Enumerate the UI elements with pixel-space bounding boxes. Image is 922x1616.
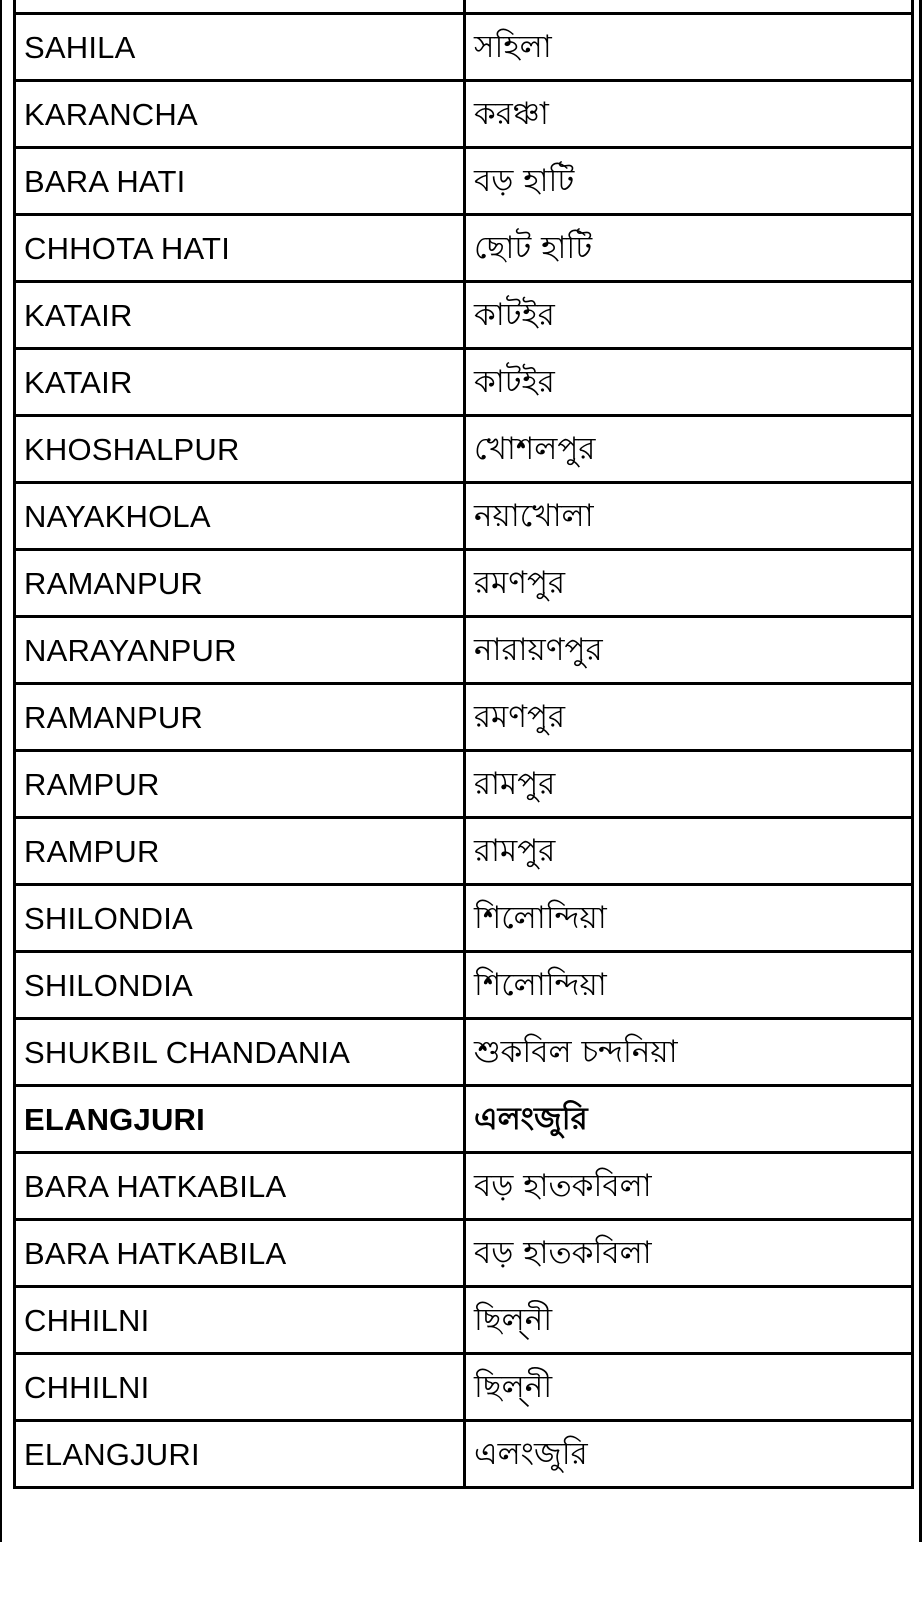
english-name-cell: BARA HATKABILA [15, 1220, 465, 1287]
english-name-cell: CHHOTA HATI [15, 215, 465, 282]
table-row [15, 684, 913, 751]
table-row [15, 215, 913, 282]
table-body [15, 0, 913, 1488]
table-row [15, 416, 913, 483]
bengali-name-cell: রমণপুর [465, 684, 913, 751]
bengali-name-cell: নয়াখোলা [465, 483, 913, 550]
table-row [15, 282, 913, 349]
bengali-name-cell: কাটইর [465, 349, 913, 416]
cut-off-header-cell-bengali [465, 0, 913, 14]
english-name-cell: KATAIR [15, 282, 465, 349]
english-name-cell: KARANCHA [15, 81, 465, 148]
english-name-cell: RAMPUR [15, 818, 465, 885]
table-row [15, 1153, 913, 1220]
bengali-name-cell: ছোট হাটি [465, 215, 913, 282]
table-row [15, 1421, 913, 1488]
english-name-cell: ELANGJURI [15, 1421, 465, 1488]
bengali-name-cell: শিলোন্দিয়া [465, 885, 913, 952]
english-name-cell: NAYAKHOLA [15, 483, 465, 550]
bengali-name-cell: এলংজুরি [465, 1421, 913, 1488]
table-row [15, 81, 913, 148]
table-row [15, 617, 913, 684]
cut-off-header-row [15, 0, 913, 14]
english-name-cell: RAMANPUR [15, 684, 465, 751]
bengali-name-cell: রমণপুর [465, 550, 913, 617]
table-row [15, 483, 913, 550]
bengali-name-cell: শিলোন্দিয়া [465, 952, 913, 1019]
table-row [15, 818, 913, 885]
table-row [15, 1220, 913, 1287]
table-row [15, 349, 913, 416]
english-name-cell: NARAYANPUR [15, 617, 465, 684]
english-name-cell: SHILONDIA [15, 885, 465, 952]
bengali-name-cell: রামপুর [465, 818, 913, 885]
village-name-table [13, 0, 914, 1489]
english-name-cell: SAHILA [15, 14, 465, 81]
bengali-name-cell: ছিল্নী [465, 1354, 913, 1421]
table-row [15, 14, 913, 81]
bengali-name-cell: শুকবিল চন্দনিয়া [465, 1019, 913, 1086]
english-name-cell: CHHILNI [15, 1287, 465, 1354]
bengali-name-cell: এলংজুরি [465, 1086, 913, 1153]
bengali-name-cell: কাটইর [465, 282, 913, 349]
english-name-cell: BARA HATI [15, 148, 465, 215]
english-name-cell: KATAIR [15, 349, 465, 416]
english-name-cell: BARA HATKABILA [15, 1153, 465, 1220]
table-row [15, 885, 913, 952]
table-row [15, 952, 913, 1019]
english-name-cell: ELANGJURI [15, 1086, 465, 1153]
bengali-name-cell: করঞ্চা [465, 81, 913, 148]
bengali-name-cell: খোশলপুর [465, 416, 913, 483]
cut-off-header-cell-english [15, 0, 465, 14]
table-row [15, 1354, 913, 1421]
english-name-cell: SHILONDIA [15, 952, 465, 1019]
table-row [15, 1086, 913, 1153]
bengali-name-cell: নারায়ণপুর [465, 617, 913, 684]
english-name-cell: CHHILNI [15, 1354, 465, 1421]
english-name-cell: KHOSHALPUR [15, 416, 465, 483]
bengali-name-cell: ছিল্নী [465, 1287, 913, 1354]
english-name-cell: RAMANPUR [15, 550, 465, 617]
table-row [15, 1287, 913, 1354]
left-border-line [0, 0, 2, 1542]
table-row [15, 550, 913, 617]
bengali-name-cell: রামপুর [465, 751, 913, 818]
bengali-name-cell: বড় হাতকবিলা [465, 1153, 913, 1220]
table-row [15, 1019, 913, 1086]
bengali-name-cell: বড় হাটি [465, 148, 913, 215]
table-row [15, 148, 913, 215]
bengali-name-cell: সহিলা [465, 14, 913, 81]
english-name-cell: SHUKBIL CHANDANIA [15, 1019, 465, 1086]
table-row [15, 751, 913, 818]
bengali-name-cell: বড় হাতকবিলা [465, 1220, 913, 1287]
english-name-cell: RAMPUR [15, 751, 465, 818]
